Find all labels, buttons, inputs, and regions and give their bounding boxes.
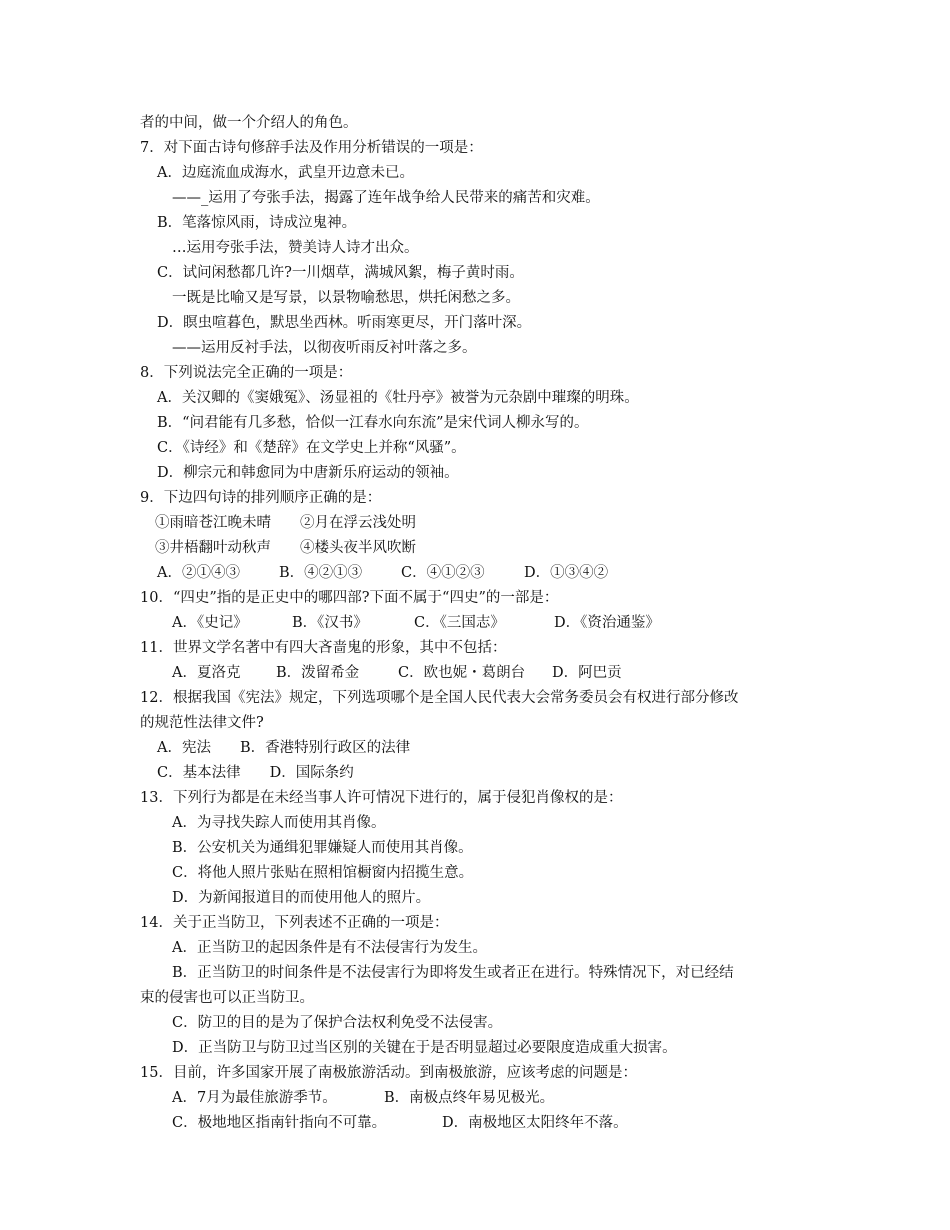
option-10c: C．《三国志》: [414, 615, 505, 631]
question-11: 11．世界文学名著中有四大吝啬鬼的形象，其中不包括：: [140, 640, 507, 656]
option-7d-note: ——运用反衬手法，以彻夜听雨反衬叶落之多。: [172, 340, 477, 356]
option-7d: D．瞑虫喧暮色，默思坐西林。听雨寒更尽，开门落叶深。: [157, 315, 532, 331]
option-15c: C．极地地区指南针指向不可靠。: [172, 1115, 387, 1131]
options-15-row1: [172, 1088, 554, 1108]
option-7c: C．试问闲愁都几许?一川烟草，满城风絮，梅子黄时雨。: [157, 265, 524, 281]
question-9: 9．下边四句诗的排列顺序正确的是：: [140, 490, 382, 506]
option-7b-note: …运用夸张手法，赞美诗人诗才出众。: [172, 240, 419, 256]
option-13a: A．为寻找失踪人而使用其肖像。: [172, 815, 386, 831]
option-14a: A．正当防卫的起因条件是有不法侵害行为发生。: [172, 940, 487, 956]
question-13: 13．下列行为都是在未经当事人许可情况下进行的，属于侵犯肖像权的是：: [140, 790, 623, 806]
option-7b: B．笔落惊风雨，诗成泣鬼神。: [157, 215, 357, 231]
option-11d: D．阿巴贡: [552, 665, 622, 681]
option-11c: C．欧也妮・葛朗台: [398, 665, 526, 681]
option-8d: D．柳宗元和韩愈同为中唐新乐府运动的领袖。: [157, 465, 459, 481]
options-11: [172, 663, 622, 683]
question-15: 15．目前，许多国家开展了南极旅游活动。到南极旅游，应该考虑的问题是：: [140, 1065, 637, 1081]
option-11b: B．泼留希金: [276, 665, 360, 681]
options-15-row2: [172, 1113, 628, 1133]
question-12: 12．根据我国《宪法》规定，下列选项哪个是全国人民代表大会常务委员会有权进行部分修改: [140, 690, 739, 706]
option-15a: A．7月为最佳旅游季节。: [172, 1090, 337, 1106]
option-14b: B．正当防卫的时间条件是不法侵害行为即将发生或者正在进行。特殊情况下，对已经结: [172, 965, 734, 981]
option-9d: D．①③④②: [524, 565, 609, 581]
option-7c-note: 一既是比喻又是写景，以景物喻愁思，烘托闲愁之多。: [172, 290, 520, 306]
option-15b: B．南极点终年易见极光。: [384, 1090, 555, 1106]
option-8b: B．“问君能有几多愁，恰似一江春水向东流”是宋代词人柳永写的。: [157, 415, 589, 431]
poem-lines-1: ①雨暗苍江晚未晴 ②月在浮云浅处明: [155, 515, 416, 531]
question-12-cont: 的规范性法律文件?: [140, 715, 264, 731]
question-8: 8．下列说法完全正确的一项是：: [140, 365, 353, 381]
option-8a: A．关汉卿的《窦娥冤》、汤显祖的《牡丹亭》被誉为元杂剧中璀璨的明珠。: [157, 390, 639, 406]
options-10: [172, 613, 660, 633]
option-10a: A．《史记》: [172, 615, 248, 631]
option-9c: C．④①②③: [401, 565, 485, 581]
options-9: [157, 563, 608, 583]
option-7a-note: ——_运用了夸张手法，揭露了连年战争给人民带来的痛苦和灾难。: [172, 190, 600, 206]
option-14c: C．防卫的目的是为了保护合法权利免受不法侵害。: [172, 1015, 503, 1031]
option-11a: A．夏洛克: [172, 665, 241, 681]
option-13d: D．为新闻报道目的而使用他人的照片。: [172, 890, 431, 906]
option-13c: C．将他人照片张贴在照相馆橱窗内招揽生意。: [172, 865, 474, 881]
options-12-row2: C．基本法律 D．国际条约: [157, 765, 354, 781]
option-9a: A．②①④③: [157, 565, 240, 581]
option-9b: B．④②①③: [279, 565, 363, 581]
poem-lines-2: ③井梧翻叶动秋声 ④楼头夜半风吹断: [155, 540, 416, 556]
options-12-row1: A．宪法 B．香港特别行政区的法律: [157, 740, 411, 756]
question-10: 10．“四史”指的是正史中的哪四部?下面不属于“四史”的一部是：: [140, 590, 559, 606]
option-10b: B．《汉书》: [292, 615, 368, 631]
option-7a: A．边庭流血成海水，武皇开边意未已。: [157, 165, 414, 181]
question-7: 7．对下面古诗句修辞手法及作用分析错误的一项是：: [140, 140, 483, 156]
option-13b: B．公安机关为通缉犯罪嫌疑人而使用其肖像。: [172, 840, 473, 856]
option-14d: D．正当防卫与防卫过当区别的关键在于是否明显超过必要限度造成重大损害。: [172, 1040, 677, 1056]
option-8c: C．《诗经》和《楚辞》在文学史上并称“风骚”。: [157, 440, 466, 456]
option-15d: D．南极地区太阳终年不落。: [442, 1115, 628, 1131]
question-14: 14．关于正当防卫，下列表述不正确的一项是：: [140, 915, 449, 931]
option-14b-cont: 束的侵害也可以正当防卫。: [140, 990, 314, 1006]
text-line: 者的中间，做一个介绍人的角色。: [140, 115, 358, 131]
option-10d: D．《资治通鉴》: [554, 615, 660, 631]
